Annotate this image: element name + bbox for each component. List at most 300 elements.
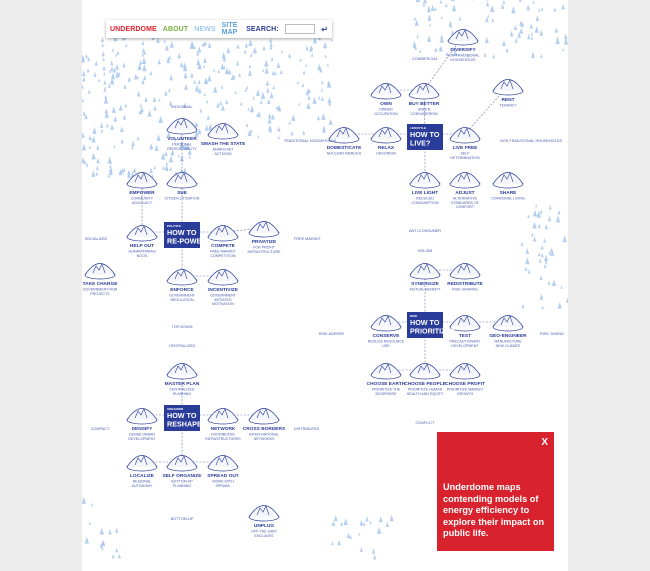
tree-mark (369, 521, 371, 525)
tree-mark (257, 135, 259, 138)
node-privatize[interactable] (248, 222, 282, 254)
tree-mark (555, 37, 559, 44)
node-subtitle: GOVERNMENT-RUN (82, 287, 118, 292)
nav-underdome-link[interactable]: UNDERDOME (110, 25, 157, 33)
tree-mark (526, 4, 530, 10)
tree-mark (102, 57, 104, 61)
tree-mark (416, 35, 418, 39)
tree-mark (101, 128, 104, 132)
tree-mark (82, 497, 86, 504)
tree-mark (558, 210, 561, 215)
tree-mark (218, 69, 220, 73)
dome-icon (167, 173, 197, 185)
node-sue[interactable] (165, 173, 200, 201)
node-subtitle: HEDONISM (376, 151, 396, 156)
tree-mark (117, 50, 120, 55)
node-subtitle: HEALTH AND EQUITY (406, 391, 444, 396)
dome-icon (450, 128, 480, 140)
tree-mark (181, 169, 183, 172)
dome-icon (127, 456, 157, 468)
tree-mark (235, 91, 237, 94)
tree-mark (114, 116, 118, 122)
tree-mark (178, 154, 180, 157)
search-label: SEARCH: (246, 25, 279, 33)
node-subtitle: PRECAUTIONARY (449, 339, 481, 344)
node-geoengineer[interactable] (489, 316, 527, 348)
node-subtitle: DENSE URBAN (129, 432, 155, 437)
nav-news-link[interactable]: NEWS (194, 25, 216, 33)
tree-mark (521, 242, 524, 246)
tree-mark (142, 57, 146, 64)
hub-title-line1: HOW TO (410, 130, 440, 139)
tree-mark (522, 304, 525, 309)
tree-mark (248, 70, 252, 76)
tree-mark (510, 31, 514, 37)
tree-mark (158, 98, 160, 101)
dome-icon (410, 364, 440, 376)
node-subtitle: COMFORT (455, 205, 475, 210)
node-subtitle: AUTONOMY (131, 483, 153, 488)
tree-mark (268, 117, 272, 123)
direction-label: FREE MARKET (294, 237, 322, 241)
tree-mark (543, 238, 546, 243)
tree-mark (506, 47, 509, 52)
node-subtitle: COMMUNITY (130, 196, 154, 201)
tree-mark (344, 518, 348, 525)
tree-mark (502, 40, 506, 46)
node-title: SHARE (499, 191, 517, 196)
tree-mark (490, 5, 494, 12)
tree-mark (331, 541, 334, 545)
tree-mark (452, 4, 456, 11)
direction-label: COMMERCIAL (412, 57, 438, 61)
dome-icon (371, 128, 401, 140)
node-title: BUY BETTER (408, 102, 440, 107)
tree-mark (133, 167, 136, 172)
direction-label: CONFLICT (415, 421, 435, 425)
node-livelight[interactable] (410, 173, 440, 205)
tree-mark (390, 515, 394, 521)
node-title: TAKE CHARGE (82, 282, 118, 287)
node-title: CONSERVE (372, 334, 400, 339)
tree-mark (140, 103, 142, 107)
direction-label: CENTRALIZED (168, 344, 196, 348)
tree-mark (262, 45, 265, 50)
node-title: HELP OUT (129, 244, 155, 249)
hub-prioritize[interactable] (407, 312, 455, 338)
tree-mark (149, 168, 153, 174)
tree-mark (83, 111, 86, 116)
tree-mark (539, 258, 542, 263)
node-title: SYNERGIZE (411, 282, 439, 287)
dome-icon (167, 364, 197, 376)
node-title: CHOOSE EARTH (366, 382, 406, 387)
node-subtitle: INFRASTRUCTURE (247, 249, 281, 254)
node-title: LIVE LIGHT (411, 191, 439, 196)
tree-mark (317, 64, 321, 71)
node-subtitle: STANDARDS OF (451, 200, 479, 205)
tree-mark (303, 70, 306, 74)
tree-mark (539, 294, 543, 300)
tree-mark (280, 69, 283, 74)
node-title: VOLUNTEER (167, 137, 197, 142)
node-title: RENT (501, 98, 515, 103)
tree-mark (89, 521, 91, 524)
node-subtitle: TENANCY (499, 103, 517, 108)
tree-mark (103, 66, 106, 71)
tree-mark (340, 521, 343, 526)
hub-category: RISK (410, 314, 418, 318)
node-compete[interactable] (208, 226, 238, 258)
tree-mark (87, 68, 90, 73)
tree-mark (195, 85, 199, 92)
tree-mark (180, 62, 183, 68)
tree-mark (552, 279, 556, 286)
node-subtitle: RESPONSIBILITY (167, 146, 197, 151)
tree-mark (540, 54, 543, 58)
tree-mark (334, 515, 338, 521)
node-adjust[interactable] (450, 173, 480, 210)
node-subtitle: BIOSPHERE (375, 391, 397, 396)
node-title: GEO-ENGINEER (489, 334, 527, 339)
dome-icon (493, 80, 523, 92)
node-redistribute[interactable] (447, 264, 483, 292)
node-selforganize[interactable] (163, 456, 203, 488)
tree-mark (277, 62, 281, 68)
node-title: LIVE FREE (452, 146, 478, 151)
node-title: UNPLUG (253, 524, 275, 529)
tree-mark (440, 35, 443, 39)
tree-mark (527, 214, 529, 218)
tree-mark (131, 141, 134, 147)
node-title: OWN (380, 102, 392, 107)
tree-mark (555, 27, 558, 32)
tree-mark (244, 50, 247, 54)
tree-mark (205, 125, 209, 131)
tree-mark (528, 269, 531, 274)
node-unplug[interactable] (249, 506, 279, 538)
dome-icon (167, 456, 197, 468)
tree-mark (169, 155, 173, 162)
tree-mark (434, 7, 436, 11)
tree-mark (137, 91, 141, 97)
tree-mark (291, 131, 294, 136)
tree-mark (110, 124, 114, 130)
tree-mark (271, 56, 274, 61)
tree-mark (549, 205, 552, 210)
tree-mark (82, 132, 85, 138)
tree-mark (153, 97, 156, 102)
dome-icon (127, 173, 157, 185)
tree-mark (268, 113, 271, 118)
tree-mark (112, 554, 115, 559)
node-subtitle: INTER-NATIONAL (249, 432, 279, 437)
direction-label: DISTRIBUTED (294, 427, 320, 431)
intro-popup (437, 432, 554, 551)
enter-icon[interactable]: ↵ (321, 24, 328, 34)
node-subtitle: CONSUMERISM (410, 111, 438, 116)
connector-lines (142, 36, 508, 462)
tree-mark (203, 57, 207, 63)
tree-mark (262, 69, 264, 72)
tree-mark (82, 157, 85, 163)
hub-title-line1: HOW TO (410, 318, 440, 327)
dome-icon (371, 316, 401, 328)
tree-mark (109, 164, 111, 168)
tree-mark (540, 209, 543, 213)
node-rent[interactable] (493, 80, 523, 108)
tree-mark (92, 127, 96, 134)
tree-mark (427, 6, 431, 12)
tree-mark (124, 103, 127, 107)
node-subtitle: MANUFACTURE (494, 339, 522, 344)
tree-mark (158, 59, 161, 64)
tree-mark (142, 64, 146, 71)
nav-sitemap-link[interactable]: SITE MAP (221, 22, 238, 36)
hub-live[interactable] (407, 124, 443, 150)
tree-mark (539, 30, 543, 36)
hub-title-line2: LIVE? (410, 138, 431, 148)
tree-mark (415, 20, 419, 26)
hub-title-line1: HOW TO (167, 228, 197, 237)
node-helpout[interactable] (127, 226, 157, 258)
tree-mark (377, 527, 381, 534)
node-subtitle: REGIONAL (132, 479, 152, 484)
tree-mark (206, 99, 208, 103)
node-subtitle: RISK SHARING (452, 287, 478, 292)
direction-label: ANTI-CONSUMER (408, 229, 442, 233)
tree-mark (289, 121, 291, 125)
tree-mark (96, 144, 99, 149)
node-subtitle: GOVERNMENT (210, 293, 236, 298)
node-share[interactable] (491, 173, 525, 201)
tree-mark (115, 528, 118, 533)
tree-mark (253, 96, 255, 99)
tree-mark (519, 0, 522, 2)
search-input[interactable] (285, 24, 315, 34)
page-canvas (82, 0, 568, 571)
node-subtitle: GREEN (417, 107, 431, 112)
tree-mark (238, 73, 241, 77)
tree-mark (104, 86, 106, 89)
tree-mark (312, 97, 316, 104)
tree-mark (100, 122, 103, 128)
tree-mark (93, 72, 96, 77)
node-title: DIVERSIFY (450, 48, 476, 53)
direction-label: TRADITIONAL HOUSEHOLDS (283, 139, 337, 143)
dome-icon (450, 364, 480, 376)
tree-mark (561, 4, 564, 9)
tree-mark (541, 253, 544, 258)
tree-mark (527, 34, 530, 39)
tree-mark (101, 37, 104, 42)
tree-mark (216, 102, 219, 107)
dome-icon (450, 264, 480, 276)
node-subtitle: PLANNING (172, 483, 192, 488)
dome-icon (371, 84, 401, 96)
tree-mark (533, 0, 535, 3)
node-enforce[interactable] (167, 270, 197, 302)
node-title: MASTER PLAN (164, 382, 200, 387)
node-title: REDISTRIBUTE (447, 282, 483, 287)
tree-mark (535, 26, 539, 33)
node-subtitle: CITIZEN LITIGATION (164, 196, 200, 201)
node-subtitle: GROWTH (456, 391, 474, 396)
node-localize[interactable] (127, 456, 157, 488)
dome-icon (208, 124, 238, 136)
tree-mark (92, 136, 96, 142)
tree-mark (236, 44, 239, 49)
tree-mark (82, 98, 84, 102)
node-subtitle: NEW CLIMATE (495, 343, 521, 348)
node-spreadout[interactable] (207, 456, 239, 488)
close-button[interactable]: X (541, 437, 548, 448)
tree-mark (198, 128, 202, 134)
node-incentivize[interactable] (208, 270, 239, 307)
tree-mark (337, 540, 341, 546)
node-title: DENSIFY (131, 427, 153, 432)
tree-mark (102, 51, 105, 56)
tree-mark (562, 48, 564, 51)
dome-icon (167, 119, 197, 131)
direction-label: RISK-AVERSE (318, 332, 344, 336)
tree-mark (158, 116, 162, 123)
node-subtitle: PRIORITIZE THE (371, 387, 401, 392)
tree-mark (306, 102, 310, 109)
dome-icon (127, 409, 157, 421)
tree-mark (360, 520, 364, 526)
tree-mark (91, 153, 95, 160)
tree-mark (219, 100, 222, 105)
tree-mark (225, 99, 228, 104)
tree-mark (323, 125, 326, 129)
tree-mark (332, 520, 336, 526)
node-livefree[interactable] (450, 128, 480, 160)
dome-icon (450, 316, 480, 328)
tree-mark (247, 107, 249, 110)
tree-mark (267, 99, 270, 104)
node-title: NETWORK (210, 427, 236, 432)
tree-mark (114, 145, 116, 148)
node-subtitle: FREE-MARKET (210, 249, 236, 254)
node-synergize[interactable] (410, 264, 442, 292)
node-subtitle: REDUCED (416, 196, 434, 201)
node-subtitle: COMMUNAL LIVING (491, 196, 525, 201)
direction-label: RISK-TAKING (540, 332, 564, 336)
tree-mark (177, 53, 181, 59)
tree-mark (451, 0, 455, 1)
tree-mark (550, 247, 553, 252)
tree-mark (548, 281, 551, 285)
node-subtitle: DEVELOPMENT (451, 343, 479, 348)
tree-mark (139, 60, 142, 65)
tree-mark (168, 88, 171, 92)
dome-icon (208, 456, 238, 468)
node-subtitle: ANARCHIST (212, 147, 234, 152)
tree-mark (281, 50, 283, 54)
dome-icon (208, 226, 238, 238)
tree-mark (203, 65, 205, 68)
node-buybetter[interactable] (409, 84, 440, 116)
hub-reshape[interactable] (164, 405, 206, 431)
tree-mark (111, 73, 115, 80)
tree-mark (327, 63, 329, 66)
node-densify[interactable] (127, 409, 157, 441)
tree-mark (532, 222, 536, 229)
node-title: LOCALIZE (130, 474, 154, 479)
node-conserve[interactable] (368, 316, 405, 348)
tree-mark (449, 21, 452, 25)
tree-mark (193, 80, 196, 84)
node-title: CROSS BORDERS (242, 427, 286, 432)
tree-mark (85, 537, 89, 544)
node-title: CHOOSE PROFIT (445, 382, 485, 387)
tree-mark (233, 75, 235, 79)
tree-mark (156, 134, 160, 141)
tree-mark (323, 42, 327, 49)
node-own[interactable] (371, 84, 401, 116)
tree-mark (511, 6, 515, 13)
tree-mark (100, 528, 104, 535)
node-subtitle: DETERMINATION (450, 155, 480, 160)
node-title: SUE (177, 191, 187, 196)
tree-mark (108, 157, 112, 164)
node-takecharge[interactable] (83, 264, 119, 296)
nav-about-link[interactable]: ABOUT (162, 25, 189, 33)
node-subtitle: COMPETITION (210, 253, 236, 258)
node-subtitle: OCCUPATION (374, 111, 398, 116)
hub-category: URBANISM (167, 407, 184, 411)
tree-mark (514, 25, 517, 30)
node-subtitle: PRIORITIZE MARKET (446, 387, 484, 392)
tree-mark (200, 108, 203, 112)
tree-mark (538, 8, 540, 11)
tree-mark (108, 529, 112, 535)
tree-mark (299, 58, 301, 62)
tree-mark (363, 522, 366, 526)
node-chooseprofit[interactable] (445, 364, 485, 396)
tree-mark (106, 123, 109, 127)
node-title: ADJUST (455, 191, 475, 196)
tree-mark (272, 85, 275, 89)
tree-mark (169, 167, 172, 171)
tree-mark (213, 68, 215, 71)
direction-label: INDIVIDUAL (171, 105, 193, 109)
node-subtitle: FOR PROFIT (253, 245, 275, 250)
tree-mark (246, 86, 248, 90)
tree-mark (112, 48, 114, 52)
tree-mark (85, 54, 88, 58)
tree-mark (434, 47, 437, 52)
node-choosepeople[interactable] (404, 364, 446, 396)
node-subtitle: HUMANITARIAN (128, 249, 156, 254)
tree-mark (124, 84, 127, 89)
dome-icon (249, 222, 279, 234)
node-relax[interactable] (371, 128, 401, 156)
hub-repower[interactable] (164, 222, 211, 248)
node-chooseearth[interactable] (367, 364, 406, 396)
node-title: CHOOSE PEOPLE (404, 382, 446, 387)
tree-mark (236, 60, 239, 65)
tree-mark (154, 166, 156, 170)
node-title: EMPOWER (129, 191, 155, 196)
tree-mark (386, 521, 390, 527)
tree-mark (560, 285, 562, 289)
tree-mark (141, 40, 144, 45)
node-crossborders[interactable] (243, 409, 286, 441)
node-network[interactable] (205, 409, 241, 441)
tree-mark (277, 126, 280, 131)
